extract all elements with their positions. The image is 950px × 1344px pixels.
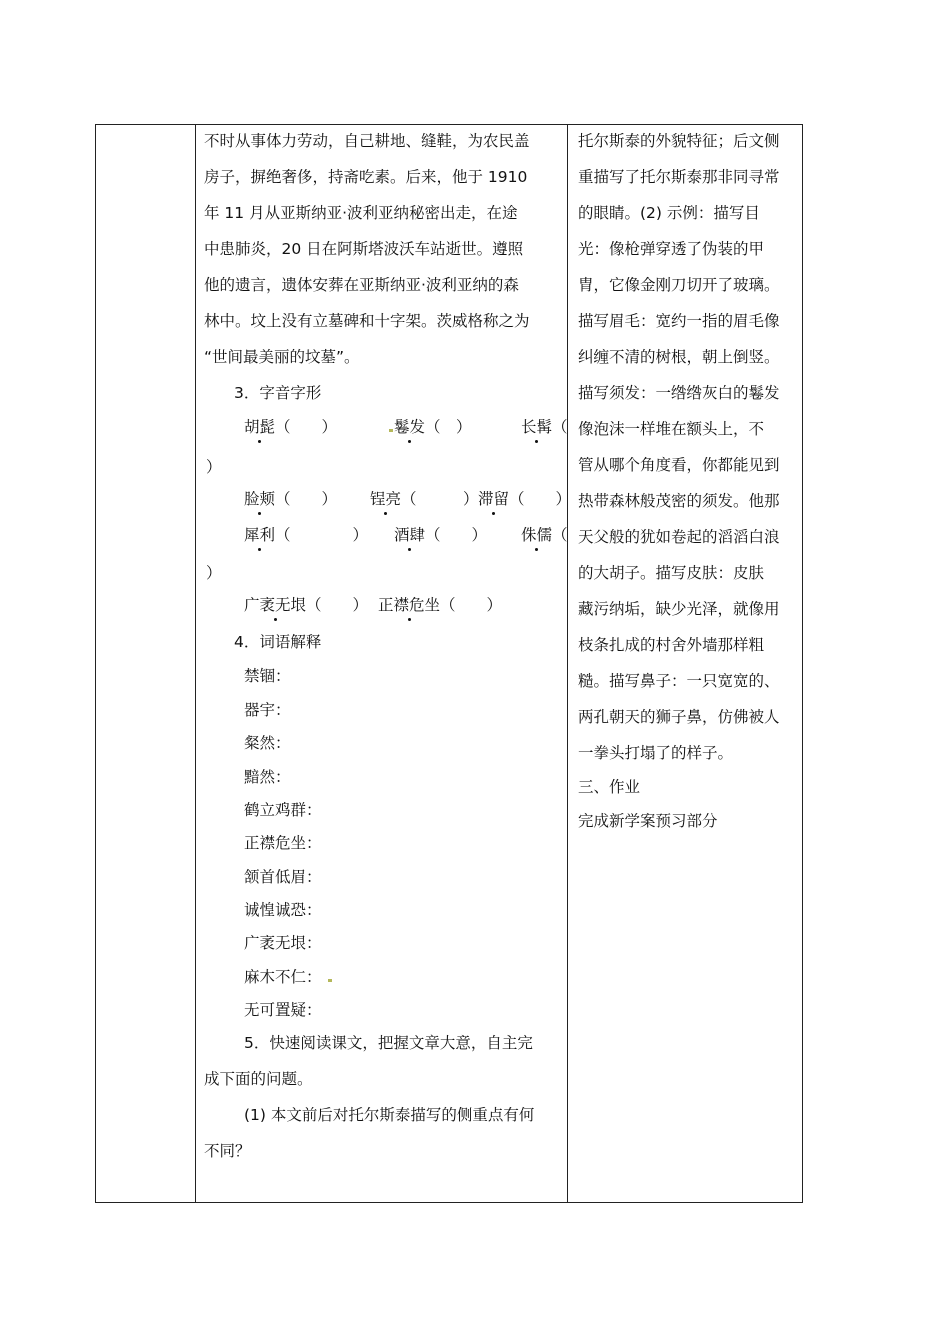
vocab-item: 颔首低眉： xyxy=(244,868,322,886)
text-line: 林中。坟上没有立墓碑和十字架。茨威格称之为 xyxy=(204,312,530,330)
pinyin-item xyxy=(244,593,368,615)
text-line: 5．快速阅读课文，把握文章大意，自主完 xyxy=(244,1034,533,1052)
pinyin-blank: （ xyxy=(552,418,568,436)
vocab-item: 正襟危坐： xyxy=(244,834,322,852)
text-line: 一拳头打塌了的样子。 xyxy=(578,744,734,762)
text-line: 房子，摒绝奢侈，持斋吃素。后来，他于 1910 xyxy=(204,168,528,186)
pinyin-blank: ） xyxy=(206,458,222,476)
pinyin-blank: （ ） xyxy=(425,526,488,544)
pinyin-item xyxy=(521,415,568,437)
pinyin-blank: （ ） xyxy=(306,596,369,614)
pinyin-word: 正襟危坐 xyxy=(378,593,440,615)
vocab-item: 广袤无垠： xyxy=(244,934,322,952)
text-line: 成下面的问题。 xyxy=(204,1070,313,1088)
pinyin-blank: ） xyxy=(206,564,222,582)
vocab-item: 禁锢： xyxy=(244,667,291,685)
pinyin-item xyxy=(244,415,337,437)
pinyin-word: 滞留 xyxy=(478,487,509,509)
section-heading: 3．字音字形 xyxy=(234,384,322,402)
text-line: 像泡沫一样堆在额头上，不 xyxy=(578,420,765,438)
homework-heading: 三、作业 xyxy=(578,778,641,796)
vocab-item xyxy=(244,965,333,987)
pinyin-item xyxy=(378,593,502,615)
text-line: 胄，它像金刚刀切开了玻璃。 xyxy=(578,276,780,294)
pinyin-item xyxy=(521,523,568,545)
pinyin-word: 胡髭 xyxy=(244,415,275,437)
pinyin-blank: （ ） xyxy=(425,418,472,436)
text-line: “世间最美丽的坟墓”。 xyxy=(204,348,360,366)
pinyin-blank: （ ） xyxy=(440,596,503,614)
pinyin-blank: （ ） xyxy=(275,490,338,508)
pinyin-blank: （ ） xyxy=(275,526,369,544)
text-line: 两孔朝天的狮子鼻，仿佛被人 xyxy=(578,708,780,726)
pinyin-word: 脸颊 xyxy=(244,487,275,509)
text-line: 热带森林般茂密的须发。他那 xyxy=(578,492,780,510)
text-line: 托尔斯泰的外貌特征；后文侧 xyxy=(578,132,780,150)
column-divider xyxy=(195,125,196,1202)
pinyin-word: 广袤无垠 xyxy=(244,593,306,615)
vocab-item: 器宇： xyxy=(244,701,291,719)
text-line: 不同？ xyxy=(204,1142,251,1160)
text-line: 年 11 月从亚斯纳亚·波利亚纳秘密出走，在途 xyxy=(204,204,518,222)
text-line: 不时从事体力劳动，自己耕地、缝鞋，为农民盖 xyxy=(204,132,530,150)
text-line: 纠缠不清的树根，朝上倒竖。 xyxy=(578,348,780,366)
pinyin-item xyxy=(394,523,487,545)
text-line: 藏污纳垢，缺少光泽，就像用 xyxy=(578,600,780,618)
lesson-table xyxy=(95,124,803,1203)
homework-text: 完成新学案预习部分 xyxy=(578,812,718,830)
text-line: 光：像枪弹穿透了伪装的甲 xyxy=(578,240,765,258)
pinyin-blank: （ ） xyxy=(509,490,572,508)
annotation-mark-icon xyxy=(328,979,332,982)
vocab-item: 鹤立鸡群： xyxy=(244,801,322,819)
pinyin-item xyxy=(370,487,479,509)
annotation-mark-icon xyxy=(389,429,393,432)
vocab-item: 黯然： xyxy=(244,768,291,786)
pinyin-item xyxy=(388,415,472,437)
vocab-item: 粲然： xyxy=(244,734,291,752)
pinyin-item xyxy=(478,487,571,509)
text-line: 的眼睛。(2) 示例：描写目 xyxy=(578,204,760,222)
pinyin-item xyxy=(244,487,337,509)
pinyin-blank: （ xyxy=(552,526,568,544)
pinyin-word: 酒肆 xyxy=(394,523,425,545)
text-line: 的大胡子。描写皮肤：皮肤 xyxy=(578,564,765,582)
text-line: 天父般的犹如卷起的滔滔白浪 xyxy=(578,528,780,546)
pinyin-word: 锃亮 xyxy=(370,487,401,509)
text-line: 管从哪个角度看，你都能见到 xyxy=(578,456,780,474)
vocab-item: 诚惶诚恐： xyxy=(244,901,322,919)
section-heading: 4．词语解释 xyxy=(234,633,322,651)
pinyin-blank: （ ） xyxy=(275,418,338,436)
pinyin-word: 犀利 xyxy=(244,523,275,545)
text-line: 描写须发：一绺绺灰白的鬈发 xyxy=(578,384,780,402)
pinyin-word: 鬈发 xyxy=(394,415,425,437)
text-line: 重描写了托尔斯泰那非同寻常 xyxy=(578,168,780,186)
text-line: 他的遗言，遗体安葬在亚斯纳亚·波利亚纳的森 xyxy=(204,276,519,294)
text-line: 中患肺炎，20 日在阿斯塔波沃车站逝世。遵照 xyxy=(204,240,524,258)
column-divider xyxy=(567,125,568,1202)
text-line: (1) 本文前后对托尔斯泰描写的侧重点有何 xyxy=(244,1106,535,1124)
text-line: 糙。描写鼻子：一只宽宽的、 xyxy=(578,672,780,690)
pinyin-word: 侏儒 xyxy=(521,523,552,545)
pinyin-word: 长髯 xyxy=(521,415,552,437)
text-line: 枝条扎成的村舍外墙那样粗 xyxy=(578,636,765,654)
vocab-item: 无可置疑： xyxy=(244,1001,322,1019)
pinyin-blank: （ ） xyxy=(401,490,479,508)
pinyin-item xyxy=(244,523,368,545)
vocab-text: 麻木不仁： xyxy=(244,968,322,986)
text-line: 描写眉毛：宽约一指的眉毛像 xyxy=(578,312,780,330)
